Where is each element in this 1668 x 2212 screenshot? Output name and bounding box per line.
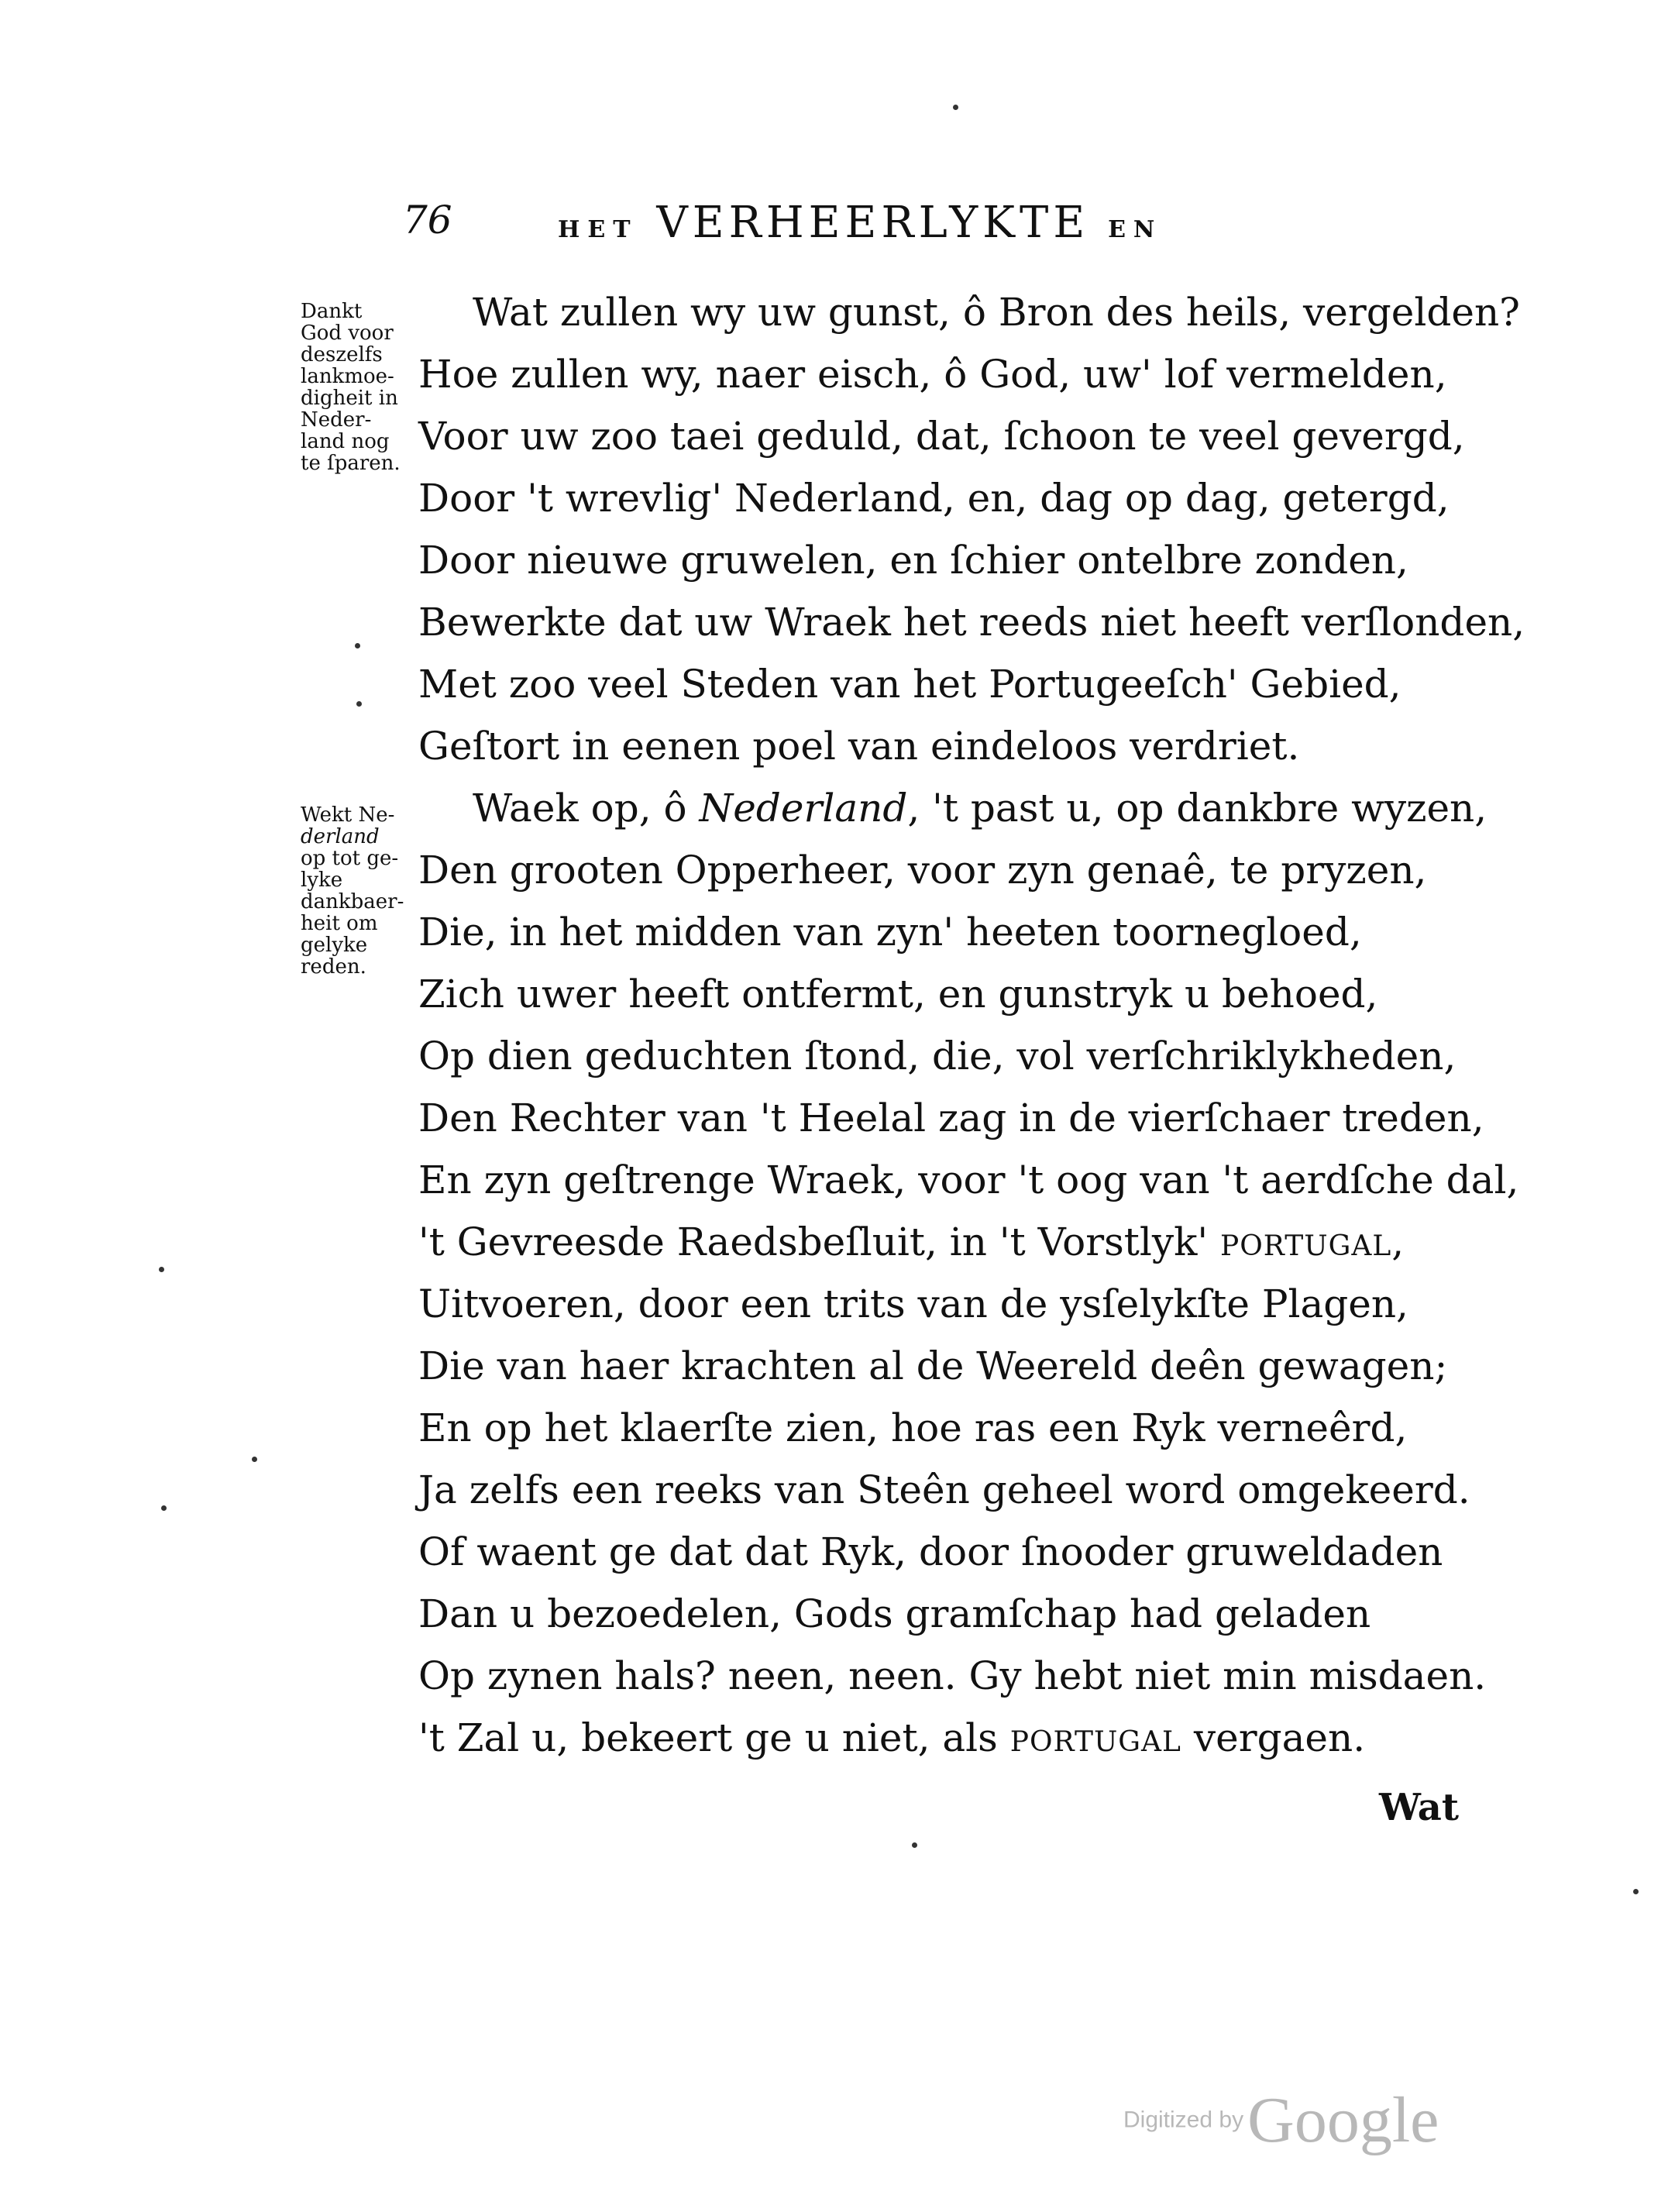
header-word-het: HET [558,216,638,243]
verse-text: Waek op, ô [473,786,700,831]
verse-text: vergaen. [1181,1715,1366,1760]
margin-note-line: Dankt [301,300,363,323]
header-word-en: EN [1108,216,1163,243]
margin-note-line: op tot ge- [301,847,399,870]
verse-text: 't Gevreesde Raedsbeſluit, in 't Vorstlyk' [418,1220,1221,1264]
margin-note [301,804,417,978]
verse-line: Op zynen hals? neen, neen. Gy hebt niet min misdaen. [418,1653,1487,1698]
scan-speck [953,105,958,110]
verse-line: En op het klaerſte zien, hoe ras een Ryk verneêrd, [418,1405,1408,1450]
verse-line [418,1715,1366,1760]
margin-note-line: te ſparen. [301,452,401,475]
margin-note-line: deszelfs [301,343,383,366]
verse-line: Hoe zullen wy, naer eisch, ô God, uw' lof vermelden, [418,352,1447,397]
running-title [558,198,1162,248]
scan-speck [356,701,362,707]
margin-note-line: lankmoe- [301,365,394,388]
verse-line: Voor uw zoo taei geduld, dat, ſchoon te veel gevergd, [418,414,1465,459]
verse-line: Den Rechter van 't Heelal zag in de vierſchaer treden, [418,1096,1484,1140]
watermark-prefix: Digitized by [1123,2107,1244,2133]
verse-smallcaps-name: PORTUGAL [1220,1230,1392,1262]
margin-note-line: lyke [301,869,343,892]
verse-line: Zich uwer heeft ontfermt, en gunstryk u behoed, [418,972,1378,1017]
margin-note-line: land nog [301,430,390,453]
verse-text: , 't past u, op dankbre wyzen, [907,786,1487,831]
margin-note-line: gelyke [301,934,368,957]
margin-note-line: dankbaer- [301,890,404,913]
margin-note-line: derland [301,825,380,848]
margin-note-line: digheit in [301,387,398,410]
scan-speck [159,1267,164,1272]
verse-line: Wat zullen wy uw gunst, ô Bron des heils, vergelden? [473,290,1520,335]
margin-note-line: reden. [301,955,366,979]
header-title: VERHEERLYKTE [656,198,1090,248]
verse-line: Op dien geduchten ſtond, die, vol verſchriklykheden, [418,1034,1456,1078]
verse-line: Door 't wrevlig' Nederland, en, dag op dag, getergd, [418,476,1450,521]
verse-line: Door nieuwe gruwelen, en ſchier ontelbre zonden, [418,538,1408,583]
scan-speck [1633,1889,1639,1894]
margin-note-line: heit om [301,912,378,935]
page-number: 76 [403,198,452,243]
verse-line: Bewerkte dat uw Wraek het reeds niet heeft verſlonden, [418,600,1525,645]
verse-line: Geſtort in eenen poel van eindeloos verdriet. [418,724,1300,769]
verse-italic-name: Nederland [699,786,908,831]
margin-note-line: Wekt Ne- [301,803,395,827]
verse-line: En zyn geſtrenge Wraek, voor 't oog van 't aerdſche dal, [418,1158,1519,1202]
running-header [403,198,1410,260]
margin-note-line: Neder- [301,408,372,432]
verse-line: Die van haer krachten al de Weereld deên gewagen; [418,1343,1448,1388]
catchword: Wat [1379,1786,1460,1829]
verse-line: Met zoo veel Steden van het Portugeeſch' Gebied, [418,662,1401,707]
scan-speck [161,1505,167,1511]
scan-speck [912,1842,917,1848]
watermark-brand: Google [1247,2084,1439,2156]
scan-speck [355,643,360,648]
scan-speck [252,1457,257,1462]
verse-text: , [1391,1220,1405,1264]
verse-line [418,1220,1405,1264]
verse-line: Die, in het midden van zyn' heeten toornegloed, [418,910,1362,955]
google-watermark [1123,2083,1439,2158]
verse-text: 't Zal u, bekeert ge u niet, als [418,1715,1010,1760]
margin-note [301,301,417,474]
verse-line: Dan u bezoedelen, Gods gramſchap had geladen [418,1591,1371,1636]
margin-note-line: God voor [301,322,394,345]
verse-line [473,786,1487,831]
verse-line: Of waent ge dat dat Ryk, door ſnooder gruweldaden [418,1529,1443,1574]
verse-line: Uitvoeren, door een trits van de ysſelykſte Plagen, [418,1281,1408,1326]
verse-line: Ja zelfs een reeks van Steên geheel word omgekeerd. [418,1467,1470,1512]
verse-smallcaps-name: PORTUGAL [1009,1726,1181,1758]
verse-line: Den grooten Opperheer, voor zyn genaê, te pryzen, [418,848,1427,893]
